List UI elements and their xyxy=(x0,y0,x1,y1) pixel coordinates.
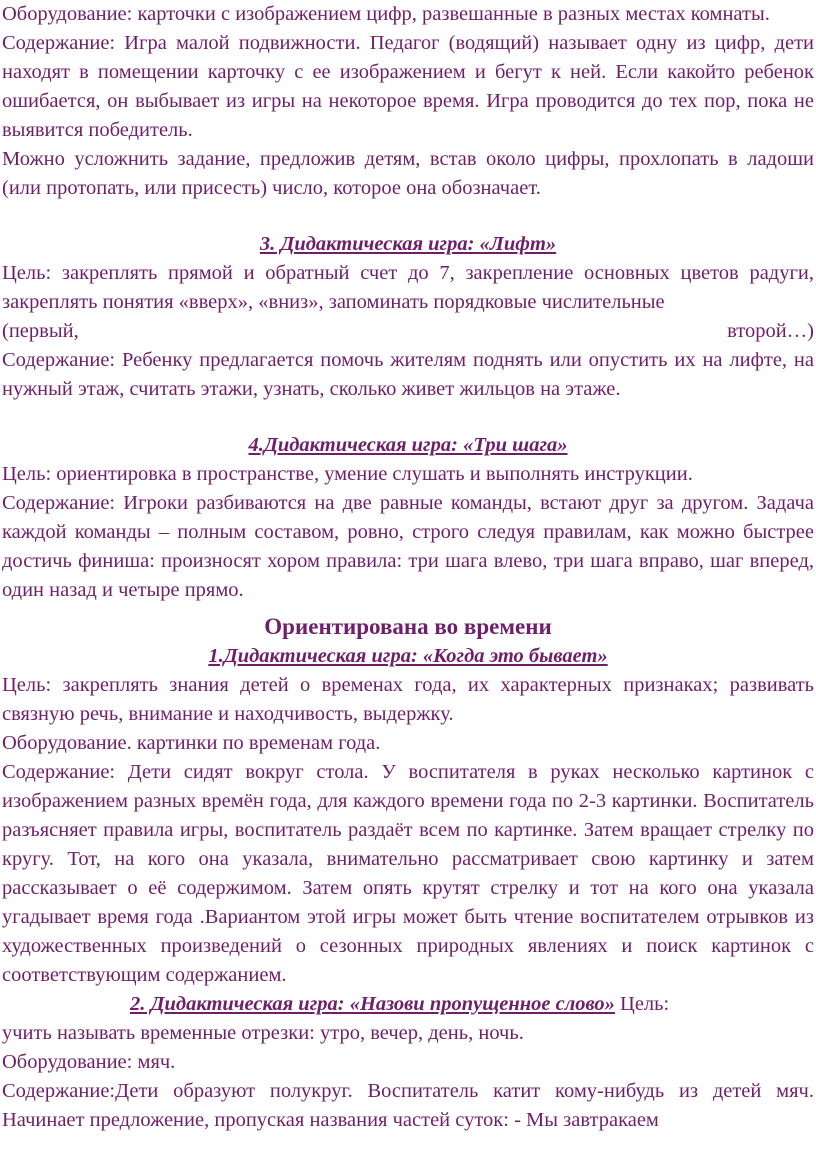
time-game-2-goal: учить называть временные отрезки: утро, вечер, день, ночь. xyxy=(2,1022,524,1044)
document-page xyxy=(2,0,814,1135)
equipment-paragraph: Оборудование: карточки с изображением цифр, развешанные в разных местах комнаты. xyxy=(2,3,770,25)
time-game-1-equipment: Оборудование. картинки по временам года. xyxy=(2,732,381,754)
time-game-2-equipment: Оборудование: мяч. xyxy=(2,1051,176,1073)
time-game-2-content: Содержание:Дети образуют полукруг. Воспитатель катит кому-нибудь из детей мяч. Начинает предложение, пропуская названия частей суток: - Мы завтракаем xyxy=(2,1080,814,1131)
game-3-content: Содержание: Ребенку предлагается помочь жителям поднять или опустить их на лифте, на нужный этаж, считать этажи, узнать, сколько живет жильцов на этаже. xyxy=(2,349,814,400)
spacer xyxy=(2,404,814,431)
spacer xyxy=(2,203,814,230)
time-game-1-heading: 1.Дидактическая игра: «Когда это бывает» xyxy=(208,645,608,667)
ordinal-left: (первый, xyxy=(2,320,79,342)
game-3-ordinal-line xyxy=(2,317,814,346)
variant-paragraph: Можно усложнить задание, предложив детям, встав около цифры, прохлопать в ладоши (или протопать, или присесть) число, которое она обозначает. xyxy=(2,148,814,199)
time-game-2-goal-prefix: Цель: xyxy=(614,993,670,1015)
game-3-heading: 3. Дидактическая игра: «Лифт» xyxy=(259,233,557,255)
time-game-1-content: Содержание: Дети сидят вокруг стола. У воспитателя в руках несколько картинок с изображением разных времён года, для каждого времени года по 2-3 картинки. Воспитатель разъясняет правила игры, воспитатель раздаёт всем по картинке. Затем вращает стрелку по кругу. Тот, на кого она указала, внимательно рассматривает свою картинку и затем рассказывает о её содержимом. Затем опять крутят стрелку и тот на кого она указала угадывает время года .Вариантом этой игры может быть чтение воспитателем отрывков из художественных произведений о сезонных природных явлениях и поиск картинок с соответствующим содержанием. xyxy=(2,761,814,986)
time-game-2-heading-line xyxy=(2,990,814,1019)
game-4-heading: 4.Дидактическая игра: «Три шага» xyxy=(248,434,568,456)
game-4-goal: Цель: ориентировка в пространстве, умение слушать и выполнять инструкции. xyxy=(2,463,693,485)
time-game-2-heading: 2. Дидактическая игра: «Назови пропущенное слово» xyxy=(130,993,615,1015)
ordinal-right: второй…) xyxy=(727,320,814,342)
game-4-content: Содержание: Игроки разбиваются на две равные команды, встают друг за другом. Задача каждой команды – полным составом, ровно, строго следуя правилам, как можно быстрее достичь финиша: произносят хором правила: три шага влево, три шага вправо, шаг вперед, один назад и четыре прямо. xyxy=(2,492,814,601)
content-paragraph: Содержание: Игра малой подвижности. Педагог (водящий) называет одну из цифр, дети находят в помещении карточку с ее изображением и бегут к ней. Если какойто ребенок ошибается, он выбывает из игры на некоторое время. Игра проводится до тех пор, пока не выявится победитель. xyxy=(2,32,814,141)
game-3-goal: Цель: закреплять прямой и обратный счет до 7, закрепление основных цветов радуги, закреплять понятия «вверх», «вниз», запоминать порядковые числительные xyxy=(2,262,814,313)
section-title: Ориентирована во времени xyxy=(264,614,552,639)
time-game-1-goal: Цель: закреплять знания детей о временах года, их характерных признаках; развивать связную речь, внимание и находчивость, выдержку. xyxy=(2,674,814,725)
